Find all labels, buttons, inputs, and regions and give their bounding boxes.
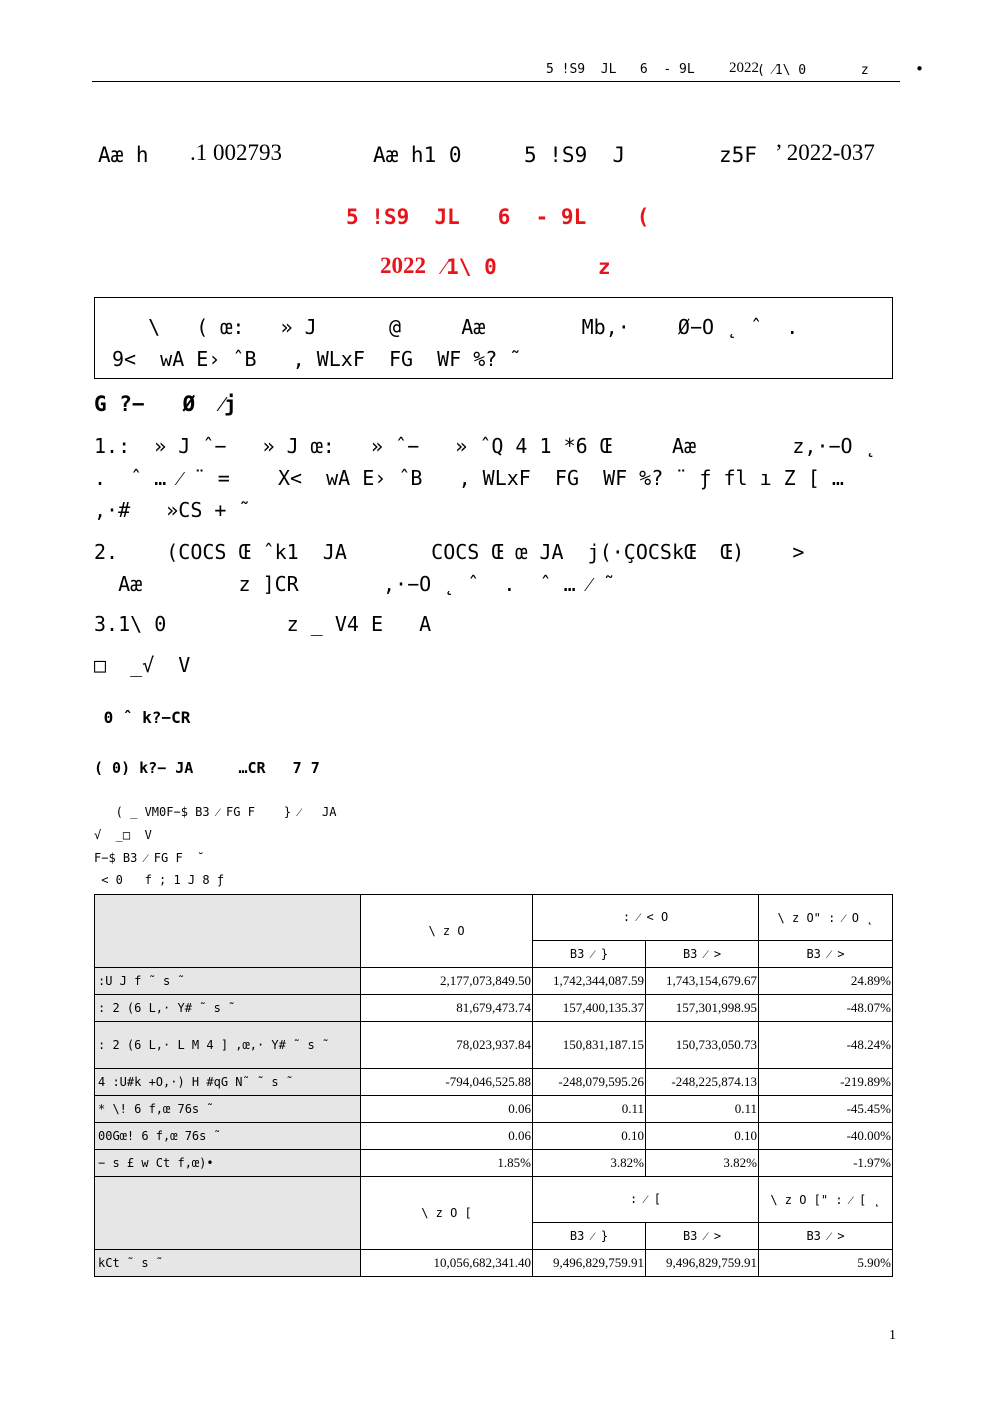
stock-abbr-label: Aæ h1 0 — [373, 143, 462, 167]
cell-after: 1,743,154,679.67 — [646, 968, 759, 995]
cell-change: -48.24% — [759, 1022, 893, 1069]
cell-current: -794,046,525.88 — [361, 1069, 533, 1096]
note-line-2: √ _□ V — [94, 828, 152, 842]
header-rule — [92, 81, 900, 82]
paragraph-1-line2: . ˆ … ⁄ ¨ = X< wA E› ˆB , WLxF FG WF %? ¨ ƒ fl ı Z [ … — [94, 466, 844, 490]
cell-current: 0.06 — [361, 1096, 533, 1123]
row-label: − s £ w Ct f,œ)• — [95, 1150, 361, 1177]
cell-current: 10,056,682,341.40 — [361, 1250, 533, 1277]
paragraph-1-line1: 1.: » J ˆ− » J œ: » ˆ− » ˆQ 4 1 *6 Œ Aæ z,·−O ˛ — [94, 434, 877, 458]
table-row — [95, 995, 893, 1022]
announcement-number: ’ 2022-037 — [775, 140, 875, 165]
notice-line2: 9< wA E› ˆB , WLxF FG WF %? ˜ — [112, 347, 522, 371]
row-label: : 2 (6 L,· L M 4 ] ,œ,· Y# ˜ s ˜ — [95, 1022, 361, 1069]
paragraph-3: 3.1\ 0 z _ V4 E A — [94, 612, 432, 636]
row-label: kCt ˜ s ˜ — [95, 1250, 361, 1277]
running-header-year: 2022 — [729, 60, 759, 76]
cell-before: 0.10 — [533, 1123, 646, 1150]
header-last-year-end: : ⁄ [ — [533, 1177, 759, 1223]
cell-before: -248,079,595.26 — [533, 1069, 646, 1096]
row-label: 4 :U#k +O,·) H #qG N˜ ˜ s ˜ — [95, 1069, 361, 1096]
header-last-year: : ⁄ < O — [533, 895, 759, 941]
document-title-line2: ⁄1\ 0 z — [430, 255, 611, 279]
table-row — [95, 968, 893, 995]
notice-line1: \ ( œ: » J @ Aæ Mb,· Ø−O ˛ ˆ . — [112, 315, 799, 339]
cell-change: 24.89% — [759, 968, 893, 995]
stock-code-value: .1 002793 — [190, 140, 282, 165]
paragraph-2-line1: 2. (COCS Œ ˆk1 JA COCS Œ œ JA j(·ÇOCSkŒ Œ) > — [94, 540, 805, 564]
table-header-row-2 — [95, 1177, 893, 1223]
note-line-4: < 0 f ; 1 J 8 ƒ — [94, 873, 225, 887]
cell-change: -40.00% — [759, 1123, 893, 1150]
header-change-after: B3 ⁄ > — [759, 1223, 893, 1250]
running-header-bullet: • — [915, 60, 925, 78]
header-before-adjust: B3 ⁄ } — [533, 1223, 646, 1250]
paragraph-4: □ _√ V — [94, 653, 191, 677]
subsection-one-heading: ( 0) k?− JA …CR 7 7 — [94, 759, 320, 777]
paragraph-2-line2: Aæ z ]CR ,·−O ˛ ˆ . ˆ … ⁄ ˜ — [94, 572, 616, 596]
row-label: :U J f ˜ s ˜ — [95, 968, 361, 995]
cell-change: -219.89% — [759, 1069, 893, 1096]
cell-current: 0.06 — [361, 1123, 533, 1150]
table-row — [95, 1150, 893, 1177]
cell-after: -248,225,874.13 — [646, 1069, 759, 1096]
cell-current: 2,177,073,849.50 — [361, 968, 533, 995]
cell-current: 81,679,473.74 — [361, 995, 533, 1022]
stock-abbr-value: 5 !S9 J — [524, 143, 626, 167]
cell-after: 0.10 — [646, 1123, 759, 1150]
header-current-period-end: \ z O [ — [361, 1177, 533, 1250]
row-label: 00Gœ! 6 f,œ 76s ˜ — [95, 1123, 361, 1150]
cell-change: -45.45% — [759, 1096, 893, 1123]
header-blank-cell — [95, 895, 361, 968]
row-label: * \! 6 f,œ 76s ˜ — [95, 1096, 361, 1123]
cell-change: -1.97% — [759, 1150, 893, 1177]
header-after-adjust: B3 ⁄ > — [646, 941, 759, 968]
table-header-row — [95, 895, 893, 941]
financial-data-table — [94, 894, 893, 1277]
cell-before: 9,496,829,759.91 — [533, 1250, 646, 1277]
cell-before: 1,742,344,087.59 — [533, 968, 646, 995]
table-row — [95, 1250, 893, 1277]
cell-change: -48.07% — [759, 995, 893, 1022]
cell-before: 157,400,135.37 — [533, 995, 646, 1022]
page-number: 1 — [889, 1328, 896, 1343]
running-header-tail: ( ⁄1\ 0 z — [757, 63, 869, 78]
document-title-line1: 5 !S9 JL 6 - 9L ( — [346, 205, 650, 229]
table-row — [95, 1123, 893, 1150]
table-row — [95, 1069, 893, 1096]
note-line-3: F−$ B3 ⁄ FG F ˘ — [94, 851, 205, 865]
section-important-heading: G ?− Ø ⁄j — [94, 392, 237, 416]
header-change-end: \ z O [" : ⁄ [ ˛ — [759, 1177, 893, 1223]
cell-after: 3.82% — [646, 1150, 759, 1177]
cell-before: 3.82% — [533, 1150, 646, 1177]
document-title-year: 2022 — [380, 253, 426, 278]
header-after-adjust: B3 ⁄ > — [646, 1223, 759, 1250]
header-current-period: \ z O — [361, 895, 533, 968]
row-label: : 2 (6 L,· Y# ˜ s ˜ — [95, 995, 361, 1022]
cell-current: 1.85% — [361, 1150, 533, 1177]
header-change: \ z O" : ⁄ O ˛ — [759, 895, 893, 941]
table-row — [95, 1022, 893, 1069]
header-change-after: B3 ⁄ > — [759, 941, 893, 968]
cell-current: 78,023,937.84 — [361, 1022, 533, 1069]
table-row — [95, 1096, 893, 1123]
cell-after: 0.11 — [646, 1096, 759, 1123]
cell-before: 0.11 — [533, 1096, 646, 1123]
cell-change: 5.90% — [759, 1250, 893, 1277]
cell-after: 157,301,998.95 — [646, 995, 759, 1022]
note-line-1: ( _ VM0F−$ B3 ⁄ FG F } ⁄ JA — [94, 805, 337, 819]
stock-code-label: Aæ h — [98, 143, 149, 167]
header-before-adjust: B3 ⁄ } — [533, 941, 646, 968]
header-blank-cell — [95, 1177, 361, 1250]
running-header-title: 5 !S9 JL 6 - 9L — [546, 62, 695, 77]
announcement-label: z5F — [719, 143, 757, 167]
section-two-heading: 0 ˆ k?−CR — [94, 708, 191, 727]
cell-after: 150,733,050.73 — [646, 1022, 759, 1069]
cell-after: 9,496,829,759.91 — [646, 1250, 759, 1277]
paragraph-1-line3: ,·# »CS + ˜ — [94, 498, 251, 522]
cell-before: 150,831,187.15 — [533, 1022, 646, 1069]
